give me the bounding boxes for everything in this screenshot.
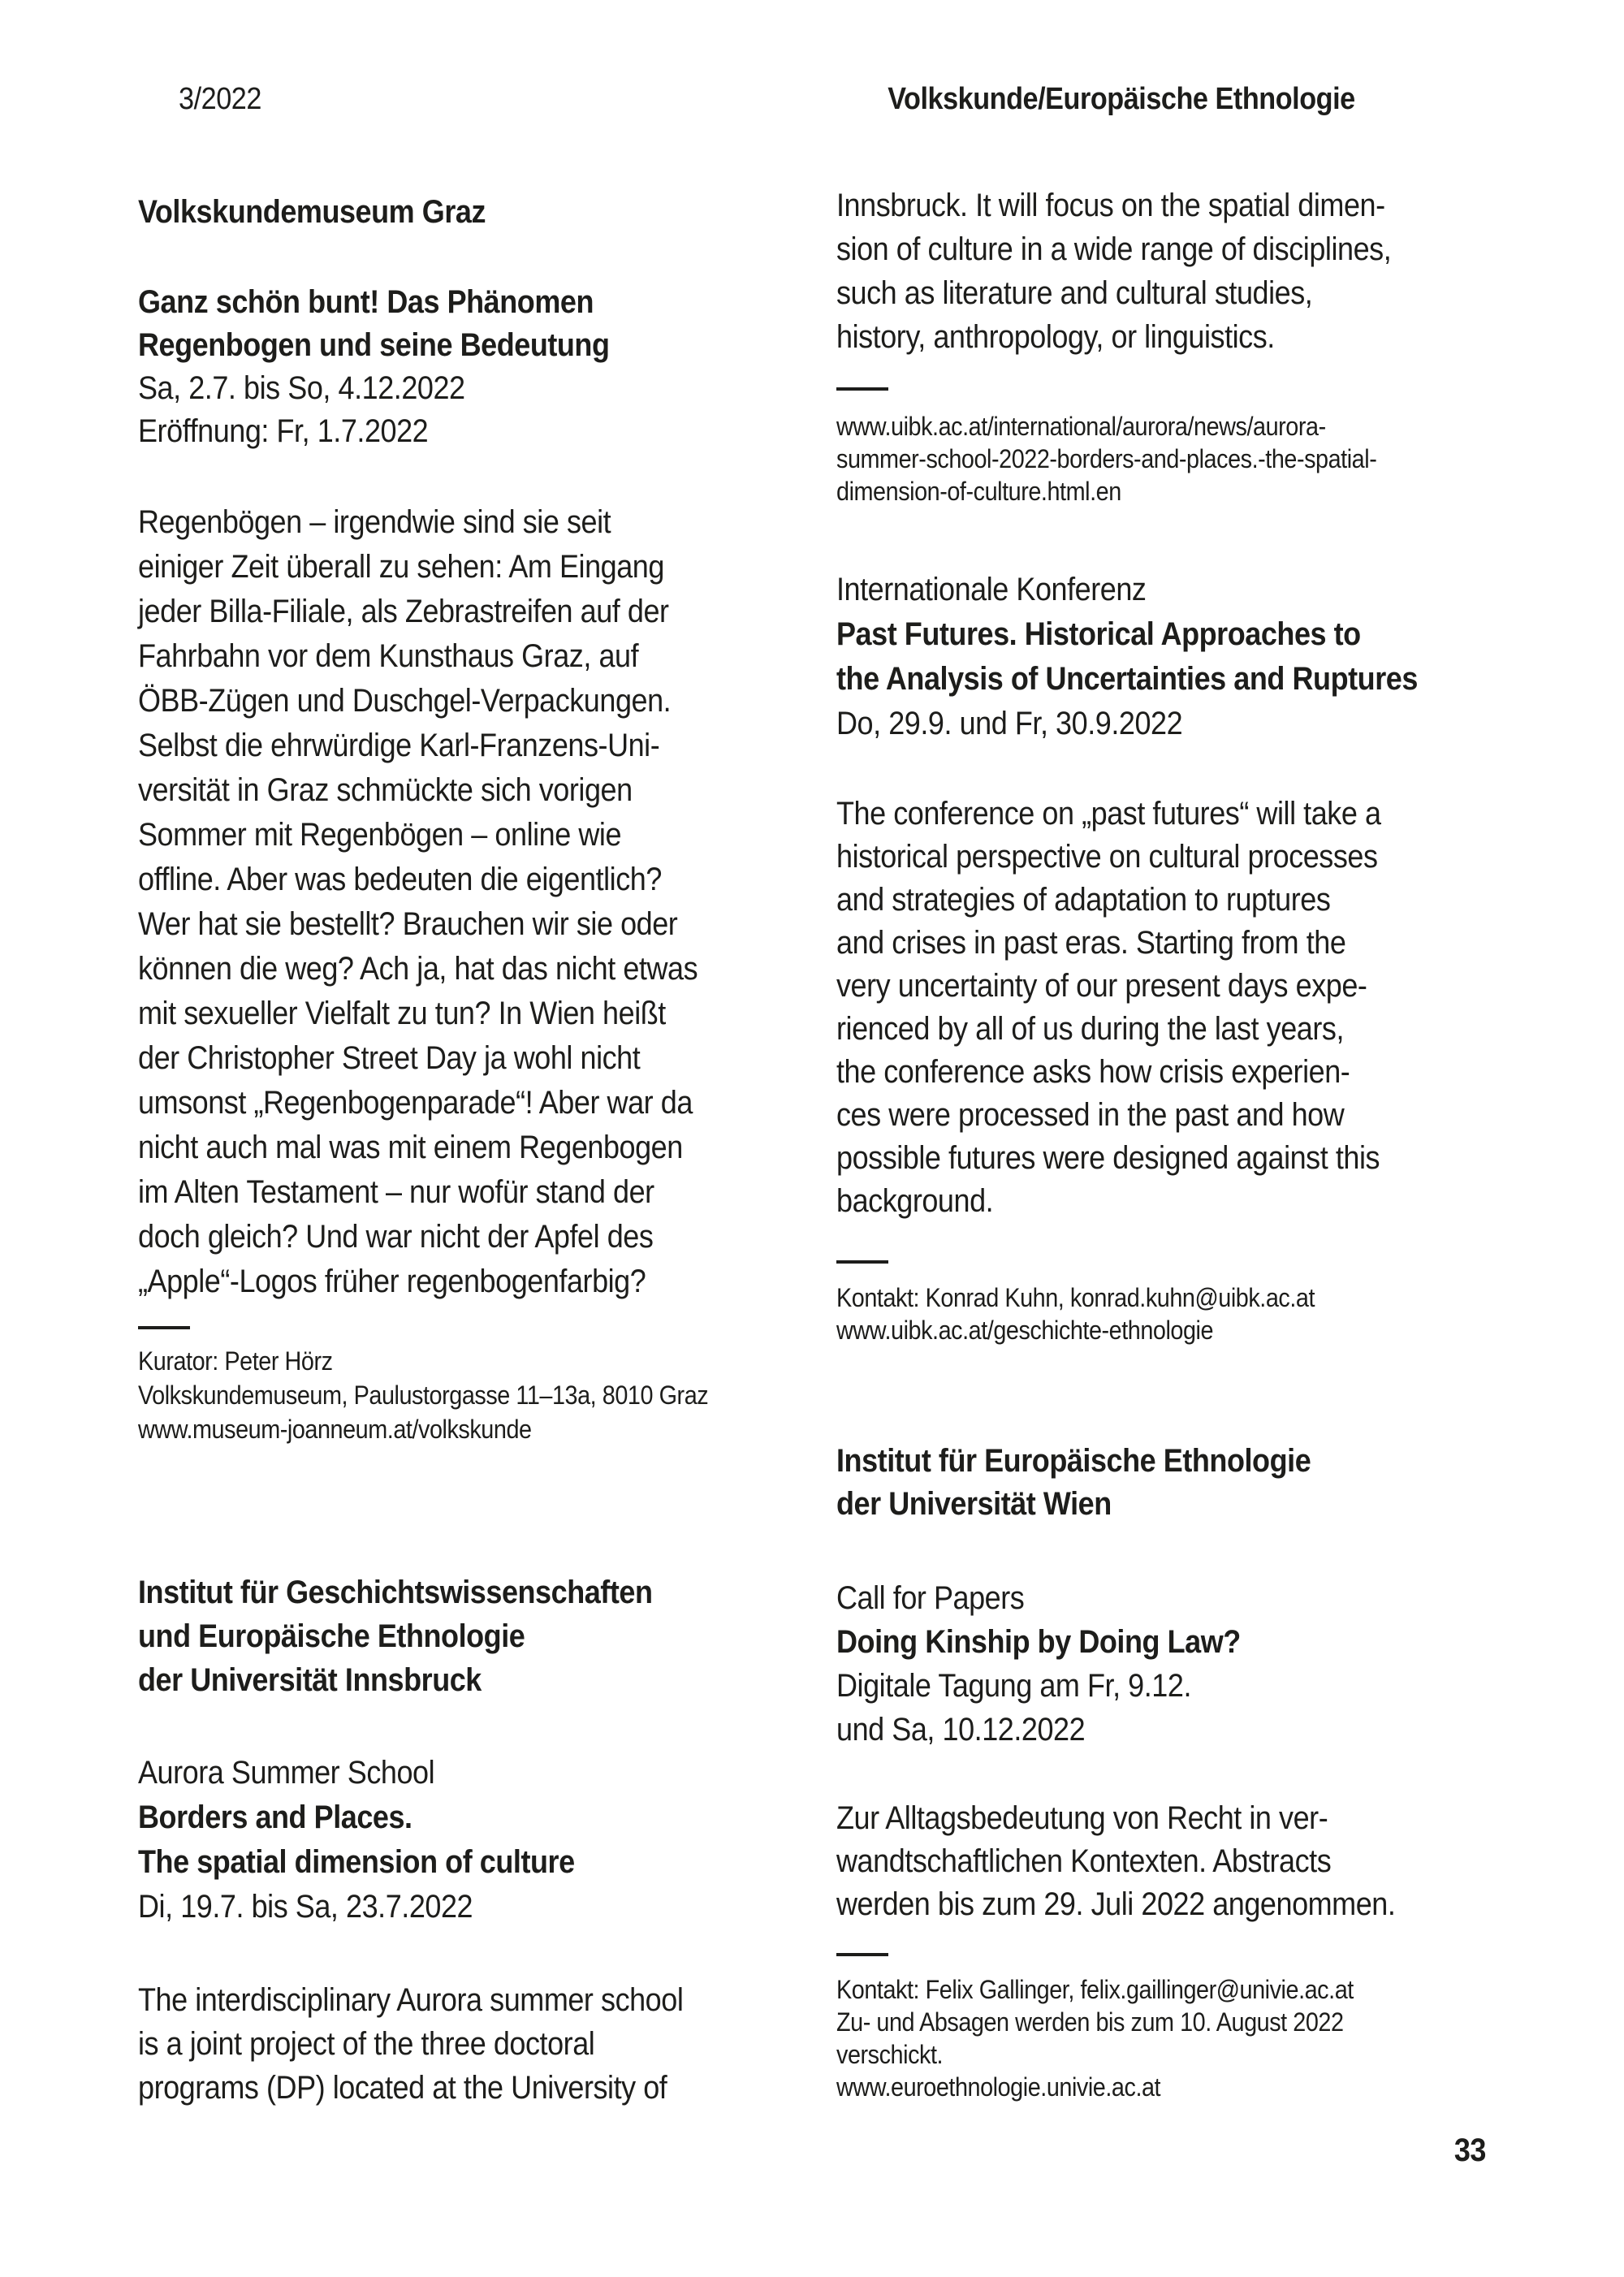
text-line: history, anthropology, or linguistics. (836, 319, 1275, 355)
contact-block-konrad-kuhn (836, 1281, 1315, 1346)
section-heading-institut-wien (836, 1440, 1311, 1526)
text-line: Kontakt: Felix Gallinger, felix.gaillinger@univie.ac.at (836, 1975, 1354, 2004)
text-line: and crises in past eras. Starting from the (836, 925, 1346, 961)
contact-block-kurator (138, 1344, 708, 1446)
event-header-doing-kinship (836, 1576, 1241, 1752)
text-line: mit sexueller Vielfalt zu tun? In Wien heißt (138, 996, 666, 1031)
text-line: Selbst die ehrwürdige Karl-Franzens-Uni- (138, 728, 660, 763)
event-date-line: Eröffnung: Fr, 1.7.2022 (138, 413, 429, 449)
event-header-borders-and-places (138, 1751, 575, 1929)
text-line: background. (836, 1183, 994, 1219)
text-line: im Alten Testament – nur wofür stand der (138, 1174, 654, 1210)
body-paragraph-alltagsbedeutung (836, 1797, 1395, 1926)
text-line: www.uibk.ac.at/geschichte-ethnologie (836, 1316, 1214, 1345)
text-line: der Universität Innsbruck (138, 1662, 482, 1698)
text-line: versität in Graz schmückte sich vorigen (138, 772, 633, 808)
text-line: Zur Alltagsbedeutung von Recht in ver- (836, 1800, 1328, 1836)
text-line: können die weg? Ach ja, hat das nicht etwas (138, 951, 698, 987)
page-number: 33 (1453, 2132, 1486, 2168)
contact-block-felix-gallinger (836, 1973, 1354, 2103)
text-line: www.museum-joanneum.at/volkskunde (138, 1415, 532, 1444)
text-line: programs (DP) located at the University of (138, 2070, 667, 2106)
text-line: The interdisciplinary Aurora summer school (138, 1982, 684, 2018)
event-title-line: The spatial dimension of culture (138, 1844, 575, 1880)
text-line: Sommer mit Regenbögen – online wie (138, 817, 622, 853)
text-line: einiger Zeit überall zu sehen: Am Eingang (138, 549, 664, 585)
text-line: sion of culture in a wide range of disciplines, (836, 231, 1392, 267)
event-header-ganz-schoen-bunt (138, 281, 610, 453)
text-line: possible futures were designed against this (836, 1140, 1380, 1176)
text-line: Zu- und Absagen werden bis zum 10. August 2022 (836, 2007, 1344, 2037)
event-date-line: und Sa, 10.12.2022 (836, 1712, 1086, 1748)
url-block-aurora (836, 410, 1376, 508)
event-date-line: Do, 29.9. und Fr, 30.9.2022 (836, 706, 1183, 741)
text-line: Kontakt: Konrad Kuhn, konrad.kuhn@uibk.ac.at (836, 1283, 1315, 1312)
section-heading-institut-innsbruck (138, 1571, 653, 1702)
text-line: der Universität Wien (836, 1486, 1112, 1522)
text-line: rienced by all of us during the last years, (836, 1011, 1344, 1047)
event-header-past-futures (836, 568, 1418, 746)
text-line: Kurator: Peter Hörz (138, 1346, 333, 1376)
text-line: such as literature and cultural studies, (836, 275, 1313, 311)
event-kicker: Aurora Summer School (138, 1755, 435, 1791)
text-line: is a joint project of the three doctoral (138, 2026, 595, 2062)
section-heading-volkskundemuseum-graz: Volkskundemuseum Graz (138, 194, 486, 230)
text-line: dimension-of-culture.html.en (836, 477, 1121, 506)
text-line: Institut für Europäische Ethnologie (836, 1443, 1311, 1479)
text-line: ÖBB-Zügen und Duschgel-Verpackungen. (138, 683, 672, 719)
event-date-line: Digitale Tagung am Fr, 9.12. (836, 1668, 1192, 1704)
journal-title: Volkskunde/Europäische Ethnologie (888, 82, 1355, 116)
text-line: the conference asks how crisis experien- (836, 1054, 1350, 1090)
text-line: nicht auch mal was mit einem Regenbogen (138, 1130, 683, 1165)
text-line: werden bis zum 29. Juli 2022 angenommen. (836, 1886, 1396, 1922)
text-line: very uncertainty of our present days expe- (836, 968, 1367, 1004)
event-kicker: Call for Papers (836, 1580, 1025, 1616)
divider-rule (836, 1260, 888, 1264)
text-line: und Europäische Ethnologie (138, 1618, 525, 1654)
text-line: summer-school-2022-borders-and-places.-the-spatial- (836, 444, 1377, 473)
event-kicker: Internationale Konferenz (836, 572, 1147, 607)
text-line: offline. Aber was bedeuten die eigentlich? (138, 862, 662, 897)
text-line: Innsbruck. It will focus on the spatial dimen- (836, 188, 1385, 223)
body-paragraph-innsbruck-continued (836, 184, 1391, 359)
text-line: Regenbögen – irgendwie sind sie seit (138, 504, 611, 540)
text-line: wandtschaftlichen Kontexten. Abstracts (836, 1843, 1332, 1879)
text-line: The conference on „past futures“ will take a (836, 796, 1381, 832)
divider-rule (836, 387, 888, 391)
text-line: verschickt. (836, 2040, 944, 2069)
text-line: and strategies of adaptation to ruptures (836, 882, 1331, 918)
text-line: ces were processed in the past and how (836, 1097, 1345, 1133)
text-line: www.euroethnologie.univie.ac.at (836, 2072, 1161, 2102)
body-paragraph-aurora (138, 1978, 683, 2110)
event-date-line: Sa, 2.7. bis So, 4.12.2022 (138, 370, 465, 406)
text-line: Volkskundemuseum, Paulustorgasse 11–13a, 8010 Graz (138, 1380, 709, 1410)
event-title-line: Regenbogen und seine Bedeutung (138, 327, 610, 363)
text-line: www.uibk.ac.at/international/aurora/news/aurora- (836, 412, 1326, 441)
event-title-line: Borders and Places. (138, 1800, 412, 1835)
text-line: historical perspective on cultural processes (836, 839, 1378, 875)
issue-label: 3/2022 (179, 82, 261, 116)
divider-rule (138, 1326, 190, 1329)
body-paragraph-conference (836, 793, 1381, 1223)
text-line: Institut für Geschichtswissenschaften (138, 1575, 653, 1610)
text-line: Fahrbahn vor dem Kunsthaus Graz, auf (138, 638, 639, 674)
event-title-line: Ganz schön bunt! Das Phänomen (138, 284, 594, 320)
text-line: umsonst „Regenbogenparade“! Aber war da (138, 1085, 693, 1121)
text-line: doch gleich? Und war nicht der Apfel des (138, 1219, 654, 1255)
body-paragraph-regenboegen (138, 500, 698, 1304)
text-line: der Christopher Street Day ja wohl nicht (138, 1040, 641, 1076)
text-line: „Apple“-Logos früher regenbogenfarbig? (138, 1264, 646, 1299)
text-line: jeder Billa-Filiale, als Zebrastreifen auf der (138, 594, 669, 629)
divider-rule (836, 1953, 888, 1956)
event-title-line: Doing Kinship by Doing Law? (836, 1624, 1241, 1660)
event-date-line: Di, 19.7. bis Sa, 23.7.2022 (138, 1889, 473, 1925)
event-title-line: Past Futures. Historical Approaches to (836, 616, 1361, 652)
text-line: Wer hat sie bestellt? Brauchen wir sie oder (138, 906, 678, 942)
event-title-line: the Analysis of Uncertainties and Ruptures (836, 661, 1418, 697)
